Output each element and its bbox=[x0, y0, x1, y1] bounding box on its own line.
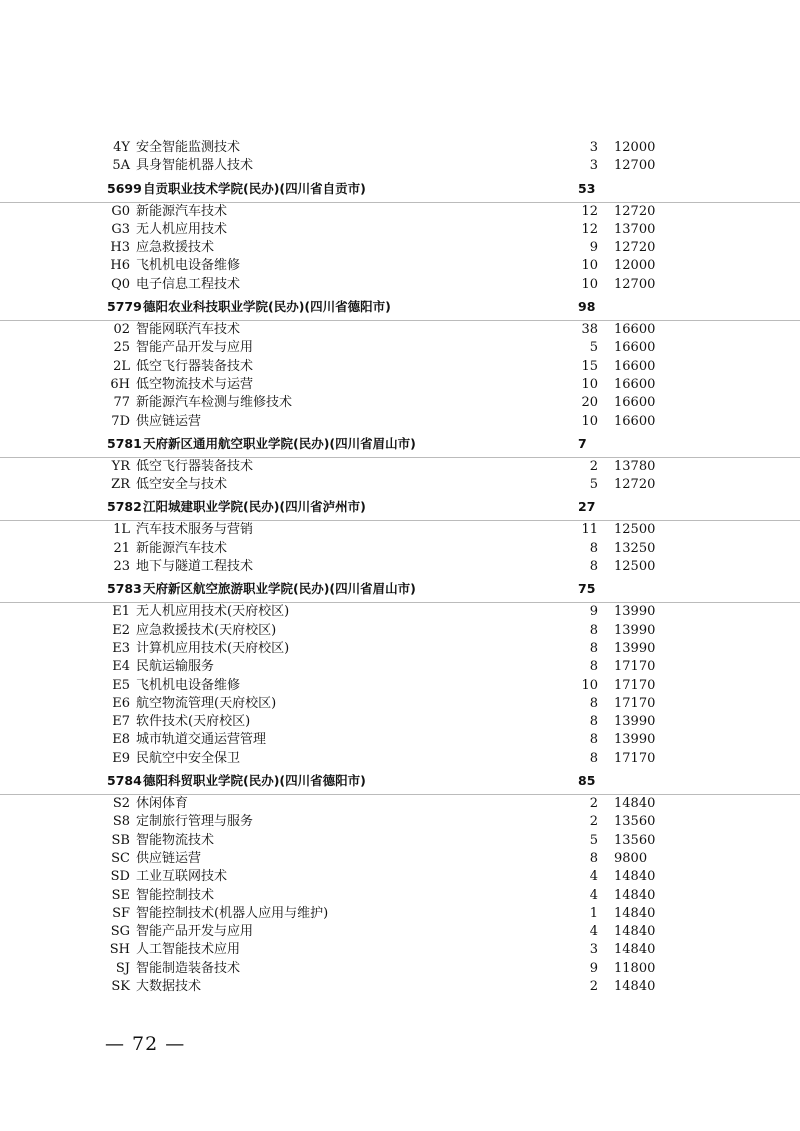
major-name: 汽车技术服务与营销 bbox=[136, 522, 254, 538]
major-row bbox=[0, 905, 800, 923]
institution-name: 德阳科贸职业学院(民办)(四川省德阳市) bbox=[143, 773, 366, 789]
plan-count: 15 bbox=[581, 358, 598, 374]
major-name: 低空飞行器装备技术 bbox=[136, 458, 254, 474]
institution-header bbox=[0, 771, 800, 795]
major-row bbox=[0, 695, 800, 713]
major-code: 1L bbox=[113, 522, 130, 538]
tuition-fee: 16600 bbox=[614, 376, 656, 392]
major-code: E6 bbox=[112, 695, 130, 711]
tuition-fee: 12700 bbox=[614, 158, 656, 174]
tuition-fee: 17170 bbox=[614, 677, 656, 693]
plan-count: 3 bbox=[589, 140, 598, 155]
major-name: 智能制造装备技术 bbox=[136, 960, 241, 976]
major-name: 电子信息工程技术 bbox=[136, 276, 241, 292]
plan-count: 5 bbox=[589, 340, 598, 356]
plan-count: 5 bbox=[589, 477, 598, 493]
major-code: 02 bbox=[113, 322, 130, 338]
plan-count: 8 bbox=[589, 640, 598, 656]
major-row bbox=[0, 203, 800, 221]
major-code: 2L bbox=[113, 358, 130, 374]
major-name: 智能控制技术(机器人应用与维护) bbox=[136, 905, 329, 921]
major-row bbox=[0, 239, 800, 257]
major-name: 计算机应用技术(天府校区) bbox=[136, 640, 290, 656]
plan-count: 4 bbox=[589, 869, 598, 885]
institution-header bbox=[0, 497, 800, 521]
major-code: 7D bbox=[111, 413, 130, 429]
major-row bbox=[0, 813, 800, 831]
tuition-fee: 9800 bbox=[614, 850, 648, 866]
admission-plan-listing bbox=[0, 139, 800, 996]
major-row bbox=[0, 677, 800, 695]
plan-count: 9 bbox=[589, 240, 598, 256]
major-name: 航空物流管理(天府校区) bbox=[136, 695, 277, 711]
institution-code: 5781 bbox=[107, 435, 142, 451]
institution-total: 53 bbox=[578, 180, 596, 196]
tuition-fee: 12500 bbox=[614, 559, 656, 575]
major-row bbox=[0, 358, 800, 376]
major-name: 无人机应用技术(天府校区) bbox=[136, 604, 290, 620]
major-name: 软件技术(天府校区) bbox=[136, 714, 251, 730]
plan-count: 2 bbox=[589, 458, 598, 474]
tuition-fee: 13250 bbox=[614, 540, 656, 556]
plan-count: 8 bbox=[589, 659, 598, 675]
plan-count: 2 bbox=[589, 796, 598, 812]
major-row bbox=[0, 157, 800, 175]
tuition-fee: 13990 bbox=[614, 622, 656, 638]
tuition-fee: 17170 bbox=[614, 750, 656, 766]
major-row bbox=[0, 139, 800, 157]
plan-count: 8 bbox=[589, 750, 598, 766]
major-row bbox=[0, 540, 800, 558]
plan-count: 8 bbox=[589, 559, 598, 575]
major-name: 民航空中安全保卫 bbox=[136, 750, 241, 766]
plan-count: 8 bbox=[589, 540, 598, 556]
tuition-fee: 13560 bbox=[614, 832, 656, 848]
major-row bbox=[0, 458, 800, 476]
major-name: 飞机机电设备维修 bbox=[136, 258, 241, 274]
institution-name: 天府新区航空旅游职业学院(民办)(四川省眉山市) bbox=[143, 581, 416, 597]
plan-count: 1 bbox=[589, 905, 598, 921]
tuition-fee: 14840 bbox=[614, 905, 656, 921]
major-row bbox=[0, 731, 800, 749]
plan-count: 10 bbox=[581, 276, 598, 292]
tuition-fee: 12700 bbox=[614, 276, 656, 292]
institution-total: 98 bbox=[578, 299, 596, 315]
major-name: 飞机机电设备维修 bbox=[136, 677, 241, 693]
plan-count: 8 bbox=[589, 850, 598, 866]
tuition-fee: 17170 bbox=[614, 695, 656, 711]
major-name: 休闲体育 bbox=[136, 796, 189, 812]
major-row bbox=[0, 832, 800, 850]
tuition-fee: 16600 bbox=[614, 322, 656, 338]
tuition-fee: 13990 bbox=[614, 732, 656, 748]
institution-name: 自贡职业技术学院(民办)(四川省自贡市) bbox=[143, 180, 366, 196]
tuition-fee: 12000 bbox=[614, 258, 656, 274]
plan-count: 10 bbox=[581, 677, 598, 693]
major-code: G0 bbox=[111, 203, 130, 219]
major-code: SH bbox=[109, 942, 130, 958]
institution-code: 5783 bbox=[107, 581, 142, 597]
tuition-fee: 12000 bbox=[614, 140, 656, 155]
tuition-fee: 14840 bbox=[614, 924, 656, 940]
institution-header bbox=[0, 434, 800, 458]
plan-count: 2 bbox=[589, 978, 598, 994]
major-row bbox=[0, 394, 800, 412]
major-name: 应急救援技术(天府校区) bbox=[136, 622, 277, 638]
major-code: E2 bbox=[112, 622, 130, 638]
major-code: 21 bbox=[113, 540, 130, 556]
major-code: H6 bbox=[110, 258, 130, 274]
major-row bbox=[0, 476, 800, 494]
tuition-fee: 13990 bbox=[614, 640, 656, 656]
tuition-fee: 17170 bbox=[614, 659, 656, 675]
major-row bbox=[0, 978, 800, 996]
tuition-fee: 16600 bbox=[614, 413, 656, 429]
major-code: G3 bbox=[111, 221, 130, 237]
institution-code: 5699 bbox=[107, 180, 142, 196]
major-name: 新能源汽车检测与维修技术 bbox=[136, 395, 293, 411]
plan-count: 4 bbox=[589, 887, 598, 903]
major-row bbox=[0, 750, 800, 768]
plan-count: 8 bbox=[589, 622, 598, 638]
tuition-fee: 12720 bbox=[614, 240, 656, 256]
major-name: 智能产品开发与应用 bbox=[136, 340, 254, 356]
major-row bbox=[0, 941, 800, 959]
major-row bbox=[0, 640, 800, 658]
tuition-fee: 12720 bbox=[614, 477, 656, 493]
plan-count: 8 bbox=[589, 714, 598, 730]
institution-name: 江阳城建职业学院(民办)(四川省泸州市) bbox=[143, 499, 366, 515]
major-code: SD bbox=[110, 869, 130, 885]
tuition-fee: 14840 bbox=[614, 869, 656, 885]
plan-count: 10 bbox=[581, 376, 598, 392]
plan-count: 9 bbox=[589, 604, 598, 620]
institution-total: 27 bbox=[578, 499, 596, 515]
tuition-fee: 13780 bbox=[614, 458, 656, 474]
major-code: SG bbox=[110, 924, 130, 940]
tuition-fee: 14840 bbox=[614, 978, 656, 994]
major-code: E4 bbox=[112, 659, 130, 675]
tuition-fee: 13560 bbox=[614, 814, 656, 830]
institution-header bbox=[0, 297, 800, 321]
plan-count: 4 bbox=[589, 924, 598, 940]
major-row bbox=[0, 221, 800, 239]
major-name: 地下与隧道工程技术 bbox=[136, 559, 254, 575]
major-name: 人工智能技术应用 bbox=[136, 942, 241, 958]
tuition-fee: 13700 bbox=[614, 221, 656, 237]
major-name: 智能控制技术 bbox=[136, 887, 215, 903]
major-name: 定制旅行管理与服务 bbox=[136, 814, 254, 830]
major-name: 智能物流技术 bbox=[136, 832, 215, 848]
major-code: S8 bbox=[112, 814, 130, 830]
institution-total: 7 bbox=[578, 435, 587, 451]
major-row bbox=[0, 887, 800, 905]
major-name: 城市轨道交通运营管理 bbox=[136, 732, 267, 748]
major-name: 新能源汽车技术 bbox=[136, 540, 228, 556]
major-code: E8 bbox=[112, 732, 130, 748]
major-code: 25 bbox=[113, 340, 130, 356]
major-row bbox=[0, 622, 800, 640]
plan-count: 8 bbox=[589, 732, 598, 748]
major-row bbox=[0, 376, 800, 394]
plan-count: 10 bbox=[581, 413, 598, 429]
major-code: E7 bbox=[112, 714, 130, 730]
major-row bbox=[0, 257, 800, 275]
page-number: — 72 — bbox=[105, 1033, 186, 1055]
institution-code: 5784 bbox=[107, 773, 142, 789]
major-code: E3 bbox=[112, 640, 130, 656]
major-row bbox=[0, 658, 800, 676]
major-code: H3 bbox=[110, 240, 130, 256]
institution-total: 75 bbox=[578, 581, 596, 597]
major-row bbox=[0, 276, 800, 294]
plan-count: 3 bbox=[589, 158, 598, 174]
plan-count: 8 bbox=[589, 695, 598, 711]
major-code: 5A bbox=[112, 158, 130, 174]
plan-count: 2 bbox=[589, 814, 598, 830]
major-row bbox=[0, 923, 800, 941]
plan-count: 5 bbox=[589, 832, 598, 848]
major-row bbox=[0, 850, 800, 868]
major-name: 民航运输服务 bbox=[136, 659, 215, 675]
major-code: 6H bbox=[110, 376, 130, 392]
institution-header bbox=[0, 579, 800, 603]
institution-name: 德阳农业科技职业学院(民办)(四川省德阳市) bbox=[143, 299, 391, 315]
major-code: E5 bbox=[112, 677, 130, 693]
major-name: 供应链运营 bbox=[136, 850, 202, 866]
major-code: 23 bbox=[113, 559, 130, 575]
institution-code: 5779 bbox=[107, 299, 142, 315]
tuition-fee: 16600 bbox=[614, 340, 656, 356]
institution-total: 85 bbox=[578, 773, 596, 789]
tuition-fee: 13990 bbox=[614, 714, 656, 730]
tuition-fee: 12500 bbox=[614, 522, 656, 538]
major-code: 77 bbox=[113, 395, 130, 411]
major-code: S2 bbox=[112, 796, 130, 812]
plan-count: 20 bbox=[581, 395, 598, 411]
plan-count: 38 bbox=[581, 322, 598, 338]
plan-count: 3 bbox=[589, 942, 598, 958]
major-name: 大数据技术 bbox=[136, 978, 202, 994]
major-name: 应急救援技术 bbox=[136, 240, 215, 256]
plan-count: 11 bbox=[581, 522, 598, 538]
major-code: SF bbox=[112, 905, 130, 921]
tuition-fee: 11800 bbox=[614, 960, 656, 976]
major-code: E1 bbox=[112, 604, 130, 620]
tuition-fee: 16600 bbox=[614, 358, 656, 374]
major-name: 低空物流技术与运营 bbox=[136, 376, 254, 392]
tuition-fee: 16600 bbox=[614, 395, 656, 411]
institution-header bbox=[0, 179, 800, 203]
major-name: 智能网联汽车技术 bbox=[136, 322, 241, 338]
major-code: 4Y bbox=[113, 140, 130, 155]
plan-count: 10 bbox=[581, 258, 598, 274]
major-row bbox=[0, 868, 800, 886]
major-name: 新能源汽车技术 bbox=[136, 203, 228, 219]
major-row bbox=[0, 603, 800, 621]
major-row bbox=[0, 960, 800, 978]
major-code: E9 bbox=[112, 750, 130, 766]
plan-count: 12 bbox=[581, 203, 598, 219]
institution-code: 5782 bbox=[107, 499, 142, 515]
major-row bbox=[0, 795, 800, 813]
tuition-fee: 13990 bbox=[614, 604, 656, 620]
major-code: Q0 bbox=[111, 276, 130, 292]
major-code: SJ bbox=[115, 960, 130, 976]
major-name: 安全智能监测技术 bbox=[136, 140, 241, 155]
tuition-fee: 14840 bbox=[614, 796, 656, 812]
major-code: SE bbox=[111, 887, 130, 903]
institution-name: 天府新区通用航空职业学院(民办)(四川省眉山市) bbox=[143, 435, 416, 451]
major-name: 低空安全与技术 bbox=[136, 477, 228, 493]
major-name: 工业互联网技术 bbox=[136, 869, 228, 885]
plan-count: 12 bbox=[581, 221, 598, 237]
major-name: 无人机应用技术 bbox=[136, 221, 228, 237]
major-code: SB bbox=[111, 832, 130, 848]
major-code: SC bbox=[111, 850, 130, 866]
major-row bbox=[0, 321, 800, 339]
major-code: SK bbox=[111, 978, 130, 994]
major-code: YR bbox=[111, 458, 130, 474]
tuition-fee: 12720 bbox=[614, 203, 656, 219]
major-name: 低空飞行器装备技术 bbox=[136, 358, 254, 374]
major-row bbox=[0, 521, 800, 539]
major-row bbox=[0, 339, 800, 357]
major-name: 智能产品开发与应用 bbox=[136, 924, 254, 940]
tuition-fee: 14840 bbox=[614, 942, 656, 958]
major-row bbox=[0, 413, 800, 431]
major-code: ZR bbox=[111, 477, 130, 493]
major-row bbox=[0, 558, 800, 576]
plan-count: 9 bbox=[589, 960, 598, 976]
major-name: 具身智能机器人技术 bbox=[136, 158, 254, 174]
major-name: 供应链运营 bbox=[136, 413, 202, 429]
tuition-fee: 14840 bbox=[614, 887, 656, 903]
major-row bbox=[0, 713, 800, 731]
